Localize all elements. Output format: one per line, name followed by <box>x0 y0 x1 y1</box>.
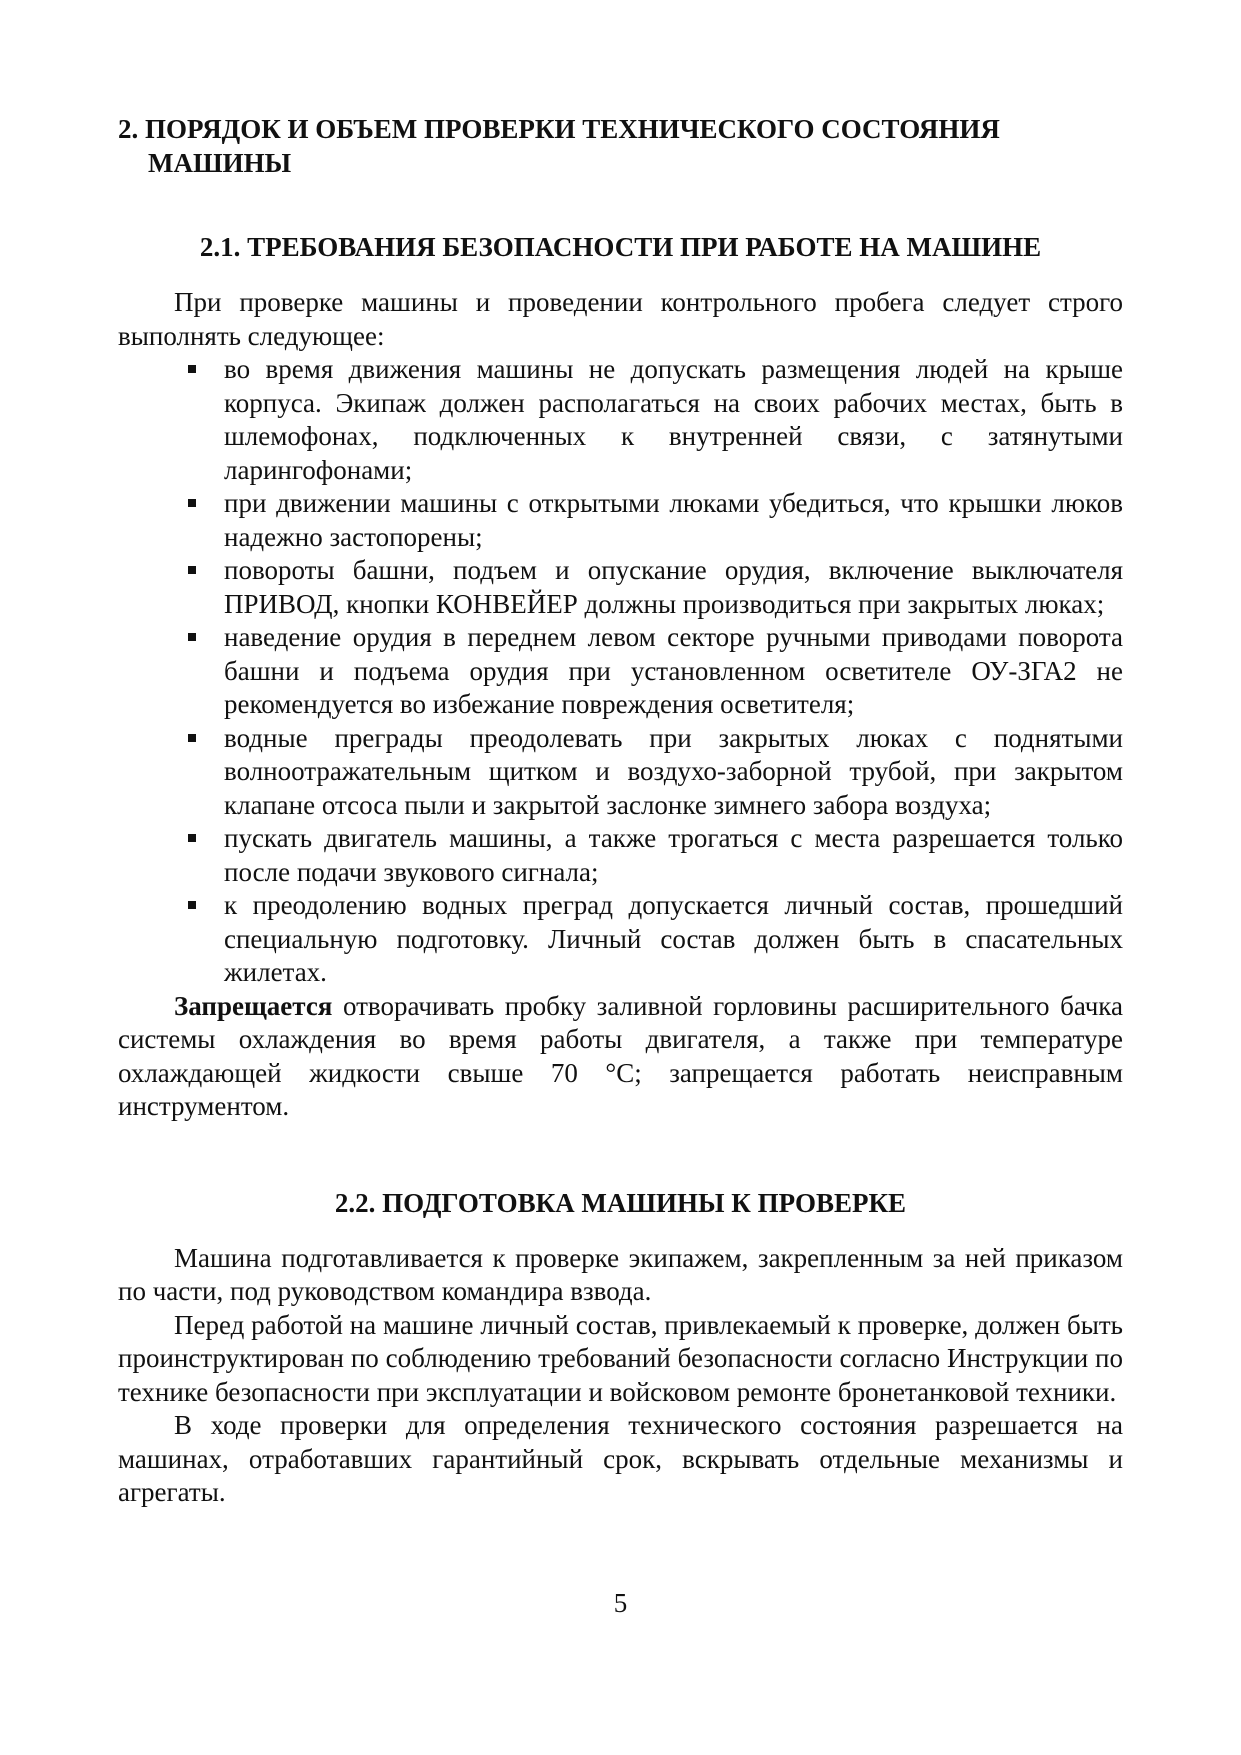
list-item-text: во время движения машины не допускать размещения людей на крыше корпуса. Экипаж должен располагаться на своих рабочих местах, быть в шлемофонах, подключенных к внутренней связи, с затянутыми ларингофонами; <box>224 354 1123 485</box>
list-item-text: к преодолению водных преград допускается личный состав, прошедший специальную подготовку. Личный состав должен быть в спасательных жилетах. <box>224 890 1123 987</box>
list-item <box>118 621 1123 722</box>
section-2-1-intro: При проверке машины и проведении контрольного пробега следует строго выполнять следующее: <box>118 287 1123 351</box>
document-page <box>118 112 1123 1510</box>
square-bullet-icon <box>188 834 196 842</box>
list-item <box>118 353 1123 487</box>
square-bullet-icon <box>188 566 196 574</box>
prohibition-paragraph <box>118 990 1123 1124</box>
square-bullet-icon <box>188 734 196 742</box>
list-item <box>118 554 1123 621</box>
prohibition-text: отворачивать пробку заливной горловины расширительного бачка системы охлаждения во время работы двигателя, а также при температуре охлаждающей жидкости свыше 70 °С; запрещается работать неисправным инструментом. <box>118 990 1123 1121</box>
section-2-2-paragraph: Перед работой на машине личный состав, привлекаемый к проверке, должен быть проинструктирован по соблюдению требований безопасности согласно Инструкции по технике безопасности при эксплуатации и войсковом ремонте бронетанковой техники. <box>118 1309 1123 1407</box>
list-item-text: наведение орудия в переднем левом секторе ручными приводами поворота башни и подъема орудия при установленном осветителе ОУ-ЗГА2 не рекомендуется во избежание повреждения осветителя; <box>224 622 1123 719</box>
section-2-2-paragraph: В ходе проверки для определения технического состояния разрешается на машинах, отработавших гарантийный срок, вскрывать отдельные механизмы и агрегаты. <box>118 1410 1123 1507</box>
list-item <box>118 487 1123 554</box>
section-2-1-title: 2.1. ТРЕБОВАНИЯ БЕЗОПАСНОСТИ ПРИ РАБОТЕ НА МАШИНЕ <box>199 232 1042 262</box>
list-item <box>118 889 1123 990</box>
section-2-2-paragraph: Машина подготавливается к проверке экипажем, закрепленным за ней приказом по части, под руководством командира взвода. <box>118 1242 1123 1306</box>
section-2-2-title: 2.2. ПОДГОТОВКА МАШИНЫ К ПРОВЕРКЕ <box>334 1187 907 1218</box>
page-number: 5 <box>613 1588 628 1618</box>
list-item-text: водные преграды преодолевать при закрытых люках с поднятыми волноотражательным щитком и воздухо-заборной трубой, при закрытом клапане отсоса пыли и закрытой заслонке зимнего забора воздуха; <box>224 722 1123 820</box>
list-item <box>118 822 1123 889</box>
list-item-text: повороты башни, подъем и опускание орудия, включение выключателя ПРИВОД, кнопки КОНВЕЙЕР должны производиться при закрытых люках; <box>224 555 1123 619</box>
list-item <box>118 722 1123 823</box>
square-bullet-icon <box>188 901 196 909</box>
prohibition-keyword: Запрещается <box>174 990 333 1021</box>
square-bullet-icon <box>188 365 196 373</box>
square-bullet-icon <box>188 499 196 507</box>
list-item-text: пускать двигатель машины, а также трогаться с места разрешается только после подачи звукового сигнала; <box>224 823 1123 887</box>
list-item-text: при движении машины с открытыми люками убедиться, что крышки люков надежно застопорены; <box>224 488 1123 552</box>
safety-requirements-list <box>118 353 1123 990</box>
square-bullet-icon <box>188 633 196 641</box>
chapter-title: 2. ПОРЯДОК И ОБЪЕМ ПРОВЕРКИ ТЕХНИЧЕСКОГО СОСТОЯНИЯ МАШИНЫ <box>118 114 1000 178</box>
